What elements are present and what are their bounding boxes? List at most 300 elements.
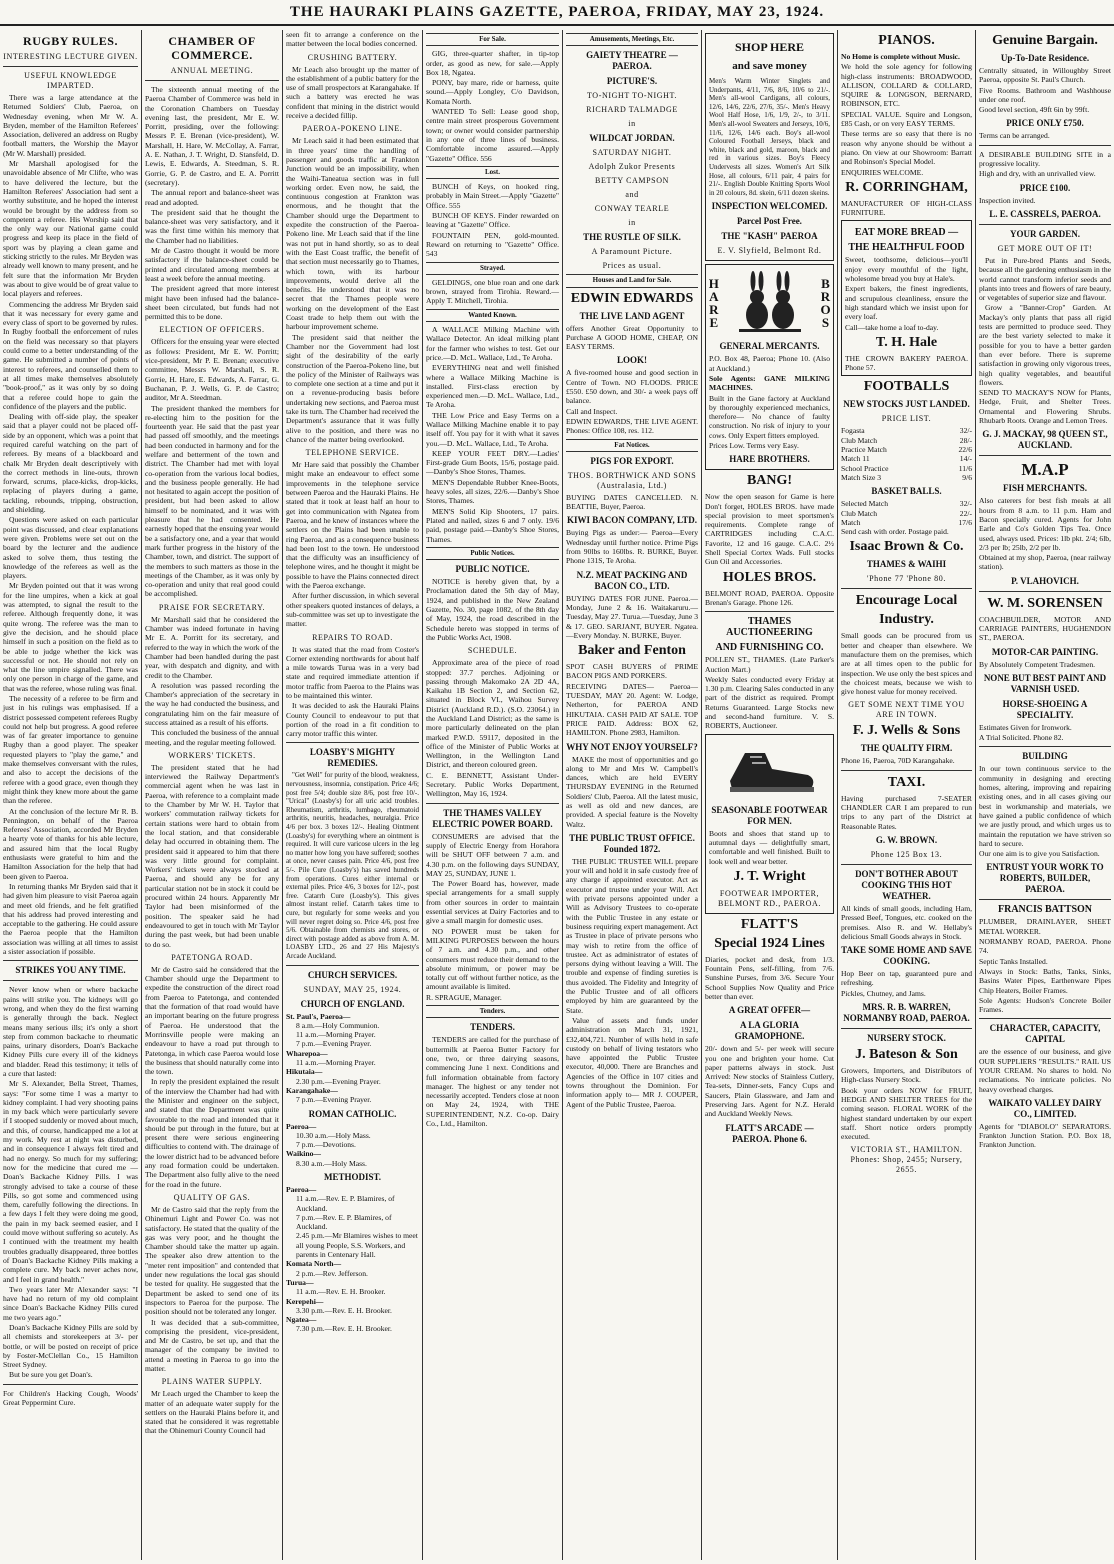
paragraph: Small goods can be procured from us better and cheaper than elsewhere. We manufacture them on the premises, which are at all times open to the public for inspection. We use only the best spices and the choicest meats, because we wish to give honest value for money received. <box>841 631 972 697</box>
advertiser-name: ENTRUST YOUR WORK TO ROBERTS, BUILDER, PAEROA. <box>986 862 1104 895</box>
caption: A Paramount Picture. <box>591 247 673 257</box>
service-line: 7 p.m.—Evening Prayer. <box>296 1095 372 1105</box>
section-heading: REPAIRS TO ROAD. <box>312 632 393 642</box>
advertiser-name: F. J. Wells & Sons <box>852 723 961 739</box>
paragraph: Send cash with order. Postage paid. <box>841 527 949 537</box>
article-title: CHAMBER OF COMMERCE. <box>168 34 256 62</box>
price-list-title: BASKET BALLS. <box>871 486 942 497</box>
advertiser-name: Baker and Fenton <box>578 643 686 659</box>
paragraph: Having purchased 7-SEATER CHANDLER CAR I am prepared to run trips to any part of the District at Reasonable Rates. <box>841 793 972 831</box>
advertiser-name: FLATT'S <box>740 916 799 932</box>
service-line: Wharepoa— <box>286 1048 328 1058</box>
paragraph: Doan's Backache Kidney Pills are sold by all chemists and storekeepers at 3/- per bottle, or will be posted on receipt of price by Foster-McClellan Co., 15 Hamilton Street Sydney. <box>3 1323 138 1370</box>
paragraph: It was decided to ask the Hauraki Plains County Council to endeavour to put that portion of the road in a fit condition to carry motor traffic this winter. <box>286 701 419 739</box>
paragraph: In our town continuous service to the community in designing and erecting homes, altering, improving and repairing existing ones, and in all cases giving our best in workmanship and materials, we have gained a public confidence of which we are justly proud, and which urges us to maintain the reputation we have striven so hard to secure. <box>979 764 1111 848</box>
paragraph: Now the open season for Game is here Don't forget, HOLES BROS. have made special provision to meet sportsmen's requirements. Complete range of CARTRIDGES including C.A.C. Favorite, 12 and 16 gauge. C.A.C. 2½ Shell Special Cortex Wads. Full stocks Gun Oil and Accessories. <box>705 492 834 567</box>
service-line: 3.30 p.m.—Rev. E. H. Brooker. <box>296 1305 392 1315</box>
section-bar: Lost. <box>426 166 559 179</box>
section-bar: Amusements, Meetings, Etc. <box>566 33 698 46</box>
section-heading: PLAINS WATER SUPPLY. <box>161 1377 263 1387</box>
section-bar: Wanted Known. <box>426 309 559 322</box>
paragraph: Obtained at my shop, Paeroa, (near railway station). <box>979 553 1111 572</box>
ad-title: PIGS FOR EXPORT. <box>590 455 674 466</box>
advertiser-name: J. Bateson & Son <box>855 1047 958 1063</box>
rabbits-illustration <box>735 267 805 337</box>
masthead: THE HAURAKI PLAINS GAZETTE, PAEROA, FRIDAY, MAY 23, 1924. <box>0 0 1114 26</box>
divider <box>426 803 559 804</box>
notice-title: PUBLIC NOTICE. <box>455 564 530 575</box>
paragraph: seen fit to arrange a conference on the matter between the local bodies concerned. <box>286 30 419 49</box>
price-value: 32/- <box>959 499 972 509</box>
paragraph: THE PUBLIC TRUSTEE WILL prepare your will and hold it in safe custody free of any charge if appointed executor. Act as executor and trustee under your Will. Act with private persons appointed under a Will as Advisory Trustees to co-operate with the Public Trustee in any estate or business requiring expert management. Act as Trustee in place of private persons who may wish to retire from the office of trustee. Act as administrator of estates of persons dying without leaving a Will. The trouble and expense of finding sureties is thus avoided. The Fidelity and Integrity of the Public Trustee and of all officers employed by him are guaranteed by the State. <box>566 856 698 1015</box>
paragraph: Mr Marshall apologised for the unavoidable absence of Mr Clifte, who was to have delivered the lecture, but the Hamilton Referees' Association had sent a worthy substitute, and he hoped the interest would be brought by the address from so competent a referee. His Worship said that the only way our National game could progress and keep its place in the field of sport was by playing a clean game and sticking strictly to the rules. Mr Bryden was already well known to many present, and he felt sure that the information Mr Bryden was about to give would be of great value to local players and referees. <box>3 159 138 299</box>
paragraph: Mr Marshall said that he considered the Chamber was indeed fortunate in having Mr E. A. Porritt for its secretary, and referred to the way in which the work of the Chamber had been handled during the past year, with despatch and dignity, and with credit to the Chamber. <box>145 614 279 680</box>
ad-subtitle: FISH MERCHANTS. <box>1002 483 1087 494</box>
ad-subtitle: NEW STOCKS JUST LANDED. <box>843 399 970 410</box>
paragraph: Mr S. Alexander, Bella Street, Thames, says: "For some time I was a martyr to kidney complaint. I had very shooting pains in my back which were particularly severe if I stooped suddenly or moved about much, and this, of course, handicapped me a lot at my work. My rest at night was disturbed, and in consequence I always felt tired and had no energy. So much for my suffering; now for the medicine that cured me — Doan's Backache Kidney Pills. I was strongly advised to take a course of these Pills, so got some and commenced using them, carefully following the directions. In a few days I felt they were doing me good, the pain in my back seemed easier, and I could move without suffering so acutely. As I continued with the treatment my health troubles gradually disappeared, three bottles of Doan's Backache Kidney Pills making a complete cure. My back never aches now, and I feel in grand health." <box>3 1079 138 1284</box>
advertiser-name: THAMES AUCTIONEERING <box>726 616 813 639</box>
column-6 <box>702 30 837 1560</box>
paragraph: The necessity of a referee to be firm and just in his rulings was emphasised. If a district possessed competent referees Rugby could not help but progress. A good referee was of far greater importance to genuine Rugby than a good player. The speaker requested players to "play the game," and make themselves conversant with the rules, and also to accept the decisions of the referee with a good grace, even though they might think they knew more about the game than the referee. <box>3 694 138 806</box>
film-star: CONWAY TEARLE <box>594 204 670 214</box>
advertiser-name: P. VLAHOVICH. <box>1011 575 1079 586</box>
paragraph: Septic Tanks Installed. <box>979 956 1048 966</box>
ad-title: NURSERY STOCK. <box>867 1033 946 1044</box>
ad-title: THE HEALTHFUL FOOD <box>848 242 965 254</box>
paragraph: Never know when or where backache pains will strike you. The kidneys will go wrong, and when they do the first warning is generally through the back. Neglect means many serious ills; it's only a short step from common backache to rheumatic pains, urinary disorders, Doan's Backache Kidney Pills cure every ill of the kidneys and bladder. Read this testimony; it tells of a cure that lasted: <box>3 985 138 1078</box>
price-row <box>841 454 972 463</box>
shop-address: E. V. Slyfield, Belmont Rd. <box>717 246 822 256</box>
section-bar: Fat Notices. <box>566 439 698 452</box>
paragraph: BELMONT ROAD, PAEROA. Opposite Brenan's Garage. Phone 126. <box>705 588 834 607</box>
paragraph: Mr Leach also brought up the matter of the establishment of a public battery for the use of small prospectors at Karangahake. If such a battery was erected he was confident that mining in the district would receive a decided fillip. <box>286 64 419 121</box>
paragraph: It was stated that the road from Coster's Corner extending northwards for about half a mile towards Turua was in a very bad state and required immediate attention if motor traffic from Paeroa to the Plains was to be maintained this winter. <box>286 644 419 700</box>
paragraph: TENDERS are called for the purchase of buttermilk at Paeroa Butter Factory for one, two, or three dairying seasons, commencing June 1 next. Conditions and full information obtainable from factory manager. The highest or any tender not necessarily accepted. Tenders close at noon on May 24, 1924, with THE SUPERINTENDENT, N.Z. Co-op. Dairy Co., Ltd., Hamilton. <box>426 1035 559 1128</box>
advertiser-name: G. W. BROWN. <box>875 834 938 845</box>
paragraph: Questions were asked on each particular point was discussed, and clear explanations were given. Problems were set out on the board by the lecturer and the audience asked to solve them, thus testing the knowledge of the referees as well as the players. <box>3 515 138 581</box>
film-star: BETTY CAMPSON <box>595 176 669 186</box>
callout: A LA GLORIA GRAMOPHONE. <box>734 1020 805 1042</box>
paragraph: The president agreed that more interest might have been infused had the balance-sheet been circulated, but funds had not permitted this to be done. <box>145 284 279 322</box>
paragraph: Mr Leach urged the Chamber to keep the matter of an adequate water supply for the settlers on the Hauraki Plains before it, and stated that he considered it was regrettable that the Ohinemuri County Council had <box>145 1389 279 1436</box>
service-line: 7 p.m.—Rev. E. P. Blamires, of Auckland. <box>296 1212 392 1232</box>
paragraph: These terms are so easy that there is no reason why anyone should be without a piano. On view at our Showroom: Barratt and Robinson's Special Model. <box>841 129 972 167</box>
ad-title: and save money <box>732 60 807 72</box>
article-subtitle: ANNUAL MEETING. <box>170 66 254 75</box>
service-list <box>286 1122 419 1168</box>
price-row <box>841 436 972 445</box>
paragraph: Also caterers for best fish meals at all hours from 8 a.m. to 11 p.m. Ham and Bacon specially cured. Agents for John Earle and Co's Golden Tips Tea. Once used, always used. Prices: 1lb pkt. 2/4; 6lb, 2/3 per lb; 25lb, 2/2 per lb. <box>979 496 1111 552</box>
paragraph: Mr de Castro said he considered that the Chamber should urge the Department to expedite the construction of the direct road from Paeroa to Patetonga, and contended that the formation of that road would have an important bearing on the future progress of Paeroa. He understood that the Morrinsville people were making an endeavour to have a road put through to Patetonga, in which case Paeroa would lose the business that should naturally come into the town. <box>145 964 279 1077</box>
price-value: 11/6 <box>958 463 972 473</box>
paragraph: The president said that he thought the balance-sheet was very satisfactory, and it was the first time within his memory that the Chamber had no liabilities. <box>145 207 279 245</box>
section-heading: PATETONGA ROAD. <box>171 952 253 962</box>
hare-logo-right: BROS <box>818 276 833 329</box>
ad-title: PIANOS. <box>878 33 935 48</box>
advertiser-address: FLATT'S ARCADE — PAEROA. Phone 6. <box>725 1122 814 1144</box>
paragraph: Expert bakers, the finest ingredients, and scrupulous cleanliness, ensure the high standard which we insist upon for every loaf. <box>845 284 968 322</box>
paragraph: The annual report and balance-sheet was read and adopted. <box>145 188 279 207</box>
advertiser-name: T. H. Hale <box>875 334 938 350</box>
paragraph: Mr Leach said it had been estimated that in three years' time the handling of passenger and goods traffic at Frankton Junction would be an impossibility, when the Waihi-Taneatua section was in full working order. Even now, he said, the continuous congestion at Frankton was enormous, and he thought that the Chamber should urge the Department to expedite the construction of the Paeroa-Pokeno line. Mr Leach said that if the line was not put in hand shortly, so as to deal with the East Coast traffic, the benefit of that section must necessarily go to Thames, which town, with its harbour improvements, would derive all the benefits. He understood that it was no secret that the Thames people were working on the development of the East Coast trade to help them out with the harbour improvement scheme. <box>286 136 419 332</box>
denomination-heading: CHURCH OF ENGLAND. <box>300 998 405 1009</box>
caption: Prices as usual. <box>602 261 662 271</box>
ad-title: BANG! <box>746 473 793 489</box>
ad-title: LOASBY'S MIGHTY REMEDIES. <box>309 747 396 769</box>
ad-title: SHOP HERE <box>734 40 805 54</box>
paragraph: Mr Hare said that possibly the Chamber might make an endeavour to effect some improvements in the telephone service between Paeroa and the Hauraki Plains. He stated that it took at least half an hour to get into communication with Ngatea from Paeroa, and he knew of instances where the settlers on the Plains had been unable to ring Paeroa, and as a consequence business had been lost to the town. He understood that the difficulty was an insufficiency of telephone wires, and he thought it might be possible to have the Plains connected direct with the Paeroa exchange. <box>286 460 419 591</box>
hare-logo-left: HARE <box>706 276 722 329</box>
advertiser-name: W. M. SORENSEN <box>987 595 1103 611</box>
paragraph: Sole Agents: Hudson's Concrete Boiler Frames. <box>979 995 1111 1015</box>
paragraph: Good level section, 49ft 6in by 99ft. <box>979 105 1090 115</box>
paragraph: The president thanked the members for re-electing him to the position for the fourteenth year. He said that the past year had passed off smoothly, and the meetings had been conducted in harmony and for the welfare and betterment of the town and district. The Chamber had met with loyal co-operation from the various local bodies, and the business people generally. He had not hesitated to again accept the position of president, but had been asked to allow himself to be nominated, and it was with pleasure that he had consented. He earnestly hoped that the ensuing year would be a satisfactory one, and a year that would mark further progress in the history of the Chamber, town, and district. The support of the members to such matters as those in the meetings of the Chamber, as it was only by co-operation and unity that real good could be accomplished. <box>145 403 279 599</box>
shop-name: THE "KASH" PAEROA <box>721 231 818 242</box>
paragraph: EDWIN EDWARDS, THE LIVE AGENT. Phones: Office 108, res. 112. <box>566 416 698 436</box>
ad-title: DON'T BOTHER ABOUT COOKING THIS HOT WEATHER. <box>855 868 958 901</box>
price-value: 9/6 <box>962 472 972 482</box>
film-title: THE RUSTLE OF SILK. <box>583 232 681 243</box>
bakery-ad <box>841 220 972 376</box>
price-value: 32/- <box>959 426 972 436</box>
column-7 <box>838 30 975 1560</box>
classified-ad: EVERYTHING neat and well finished where a Wallace Milking Machine is installed. First-class erection by experienced men.—D. McL. Wallace, Ltd., Te Aroha. <box>426 363 559 410</box>
column-8 <box>976 30 1114 1560</box>
section-bar: Houses and Land for Sale. <box>566 274 698 287</box>
section-heading: WORKERS' TICKETS. <box>168 750 256 760</box>
classified-ad: KEEP YOUR FEET DRY.—Ladies' First-grade Gum Boots, 15/6, postage paid.—Danby's Shoe Stores, Thames. <box>426 448 559 477</box>
paragraph: BUYING DATES FOR JUNE. Paeroa.—Monday, June 2 & 16. Waitakaruru.—Tuesday, May 27. Turua.—Tuesday, June 3 & 17. GEO. SARJANT, BUYER. Ngatea.—Every Monday. N. BURKE, Buyer. <box>566 593 698 640</box>
paragraph: PLUMBER, DRAINLAYER, SHEET METAL WORKER. <box>979 917 1111 936</box>
paragraph: 20/- down and 5/- per week will secure you one and brighten your home. Cut paper patterns always in stock. Just Arrived: New stocks of Stainless Cutlery, Tea-sets, Dinner-sets, Fancy Cups and Saucers, Plain Glassware, and Jam and Preserving Jars. Agent for N.Z. Herald and Auckland Weekly News. <box>705 1044 834 1119</box>
paragraph: THE CROWN BAKERY PAEROA. Phone 57. <box>845 353 968 373</box>
advertiser-name: Isaac Brown & Co. <box>849 539 964 555</box>
paragraph: Boots and shoes that stand up to autumnal days — delightfully smart, comfortable and well finished. Built to look well and wear better. <box>709 828 830 866</box>
divider <box>979 224 1111 225</box>
paragraph: The Power Board has, however, made special arrangements for a small supply from other sources in order to maintain essential services at Dairy Factories and to give a small margin for domestic uses. <box>426 879 559 926</box>
divider <box>3 66 138 67</box>
paragraph: Commencing the address Mr Bryden said that it was necessary for every game and every class of sport to be governed by rules. In Rugby football the enforcement of rules on the field was necessary so that players could come to a better understanding of the game. He submitted a number of points of interest to referees, and counselled them to at all times make themselves absolutely "book-proof," as it was only by so doing that a referee could hope to gain the confidence of the players and the public. <box>3 299 138 411</box>
ad-title: KIWI BACON COMPANY, LTD. <box>567 515 697 526</box>
callout: NONE BUT BEST PAINT AND VARNISH USED. <box>983 672 1107 694</box>
paragraph: But be sure you get Doan's. <box>9 1370 93 1380</box>
paragraph: A five-roomed house and good section in Centre of Town. NO FLOODS. PRICE £550. £50 down, and 30/- a week pays off balance. <box>566 368 698 406</box>
paragraph: We hold the sole agency for following high-class instruments: BROADWOOD, ALLISON, COLLARD & COLLARD, SQUIRE & LONGSON, BERNARD, ROBINSON, ETC. <box>841 62 972 109</box>
paragraph: NORMANBY ROAD, PAEROA. Phone 74. <box>979 937 1111 956</box>
divider <box>705 611 834 612</box>
ad-title: Industry. <box>879 612 934 628</box>
classified-ad: MEN'S Solid Kip Shooters, 17 pairs. Plated and nailed, sizes 6 and 7 only. 19/6 paid, postage paid.—Danby's Shoe Stores, Thames. <box>426 506 559 544</box>
paragraph: Our one aim is to give you Satisfaction. <box>979 849 1100 859</box>
paragraph: A DESIRABLE BUILDING SITE in a progressive locality. <box>979 149 1111 169</box>
price-item: Club Match <box>841 435 878 445</box>
service-line: 2.30 p.m.—Evening Prayer. <box>296 1076 381 1086</box>
divider <box>841 1028 972 1029</box>
divider <box>841 864 972 865</box>
divider <box>979 145 1111 146</box>
hare-logo <box>706 267 833 337</box>
price-value: 17/6 <box>958 517 972 527</box>
price-list <box>841 499 972 527</box>
showtime: SATURDAY NIGHT. <box>592 148 672 158</box>
divider <box>841 770 972 771</box>
service-line: Turua— <box>286 1277 314 1287</box>
hare-bros-ad <box>705 264 834 470</box>
paragraph: Always in Stock: Baths, Tanks, Sinks, Basins Water Pipes, Earthenware Pipes Chip Heaters, Boiler Frames. <box>979 966 1111 995</box>
ad-title: Special 1924 Lines <box>714 935 825 951</box>
service-line: 7 p.m.—Devotions. <box>296 1140 356 1150</box>
paragraph: It was decided that a sub-committee, comprising the president, vice-president, and Mr de Castro, be set up, and that the manager of the company be invited to attend a meeting in Paeroa to go into the matter. <box>145 1317 279 1373</box>
advertiser-address: FOOTWEAR IMPORTER, BELMONT RD., PAEROA. <box>718 888 821 908</box>
column-5 <box>563 30 701 1560</box>
classified-ad: MEN'S Dependable Rubber Knee-Boots, heavy soles, all sizes, 22/6.—Danby's Shoe Stores, Thames. <box>426 477 559 506</box>
church-date: SUNDAY, MAY 25, 1924. <box>303 984 402 994</box>
service-line: 7 p.m.—Evening Prayer. <box>296 1039 372 1049</box>
article-subtitle: USEFUL KNOWLEDGE IMPARTED. <box>24 71 117 90</box>
classified-ad: WANTED To Sell: Lease good shop, centre main street prosperous Government town; or owner would consider partnership in any one of three lines of business. Comfortable income assured.—Apply "Gazette" Office. 556 <box>426 107 559 163</box>
advertiser-phone: 'Phone 77 'Phone 80. <box>867 574 946 584</box>
paragraph: High and dry, with an unrivalled view. <box>979 169 1096 179</box>
paragraph: Prices Low. Terms very Easy. <box>709 440 799 450</box>
paragraph: Built in the Gane factory at Auckland by thoroughly experienced mechanics, therefore— No chance of faulty construction. No risk of injury to your cows. Only Expert fitters employed. <box>709 393 830 440</box>
film-star: RICHARD TALMADGE <box>586 105 678 115</box>
section-heading: PRAISE FOR SECRETARY. <box>158 602 266 612</box>
paragraph: Centrally situated, in Willoughby Street Paeroa, opposite St. Paul's Church. <box>979 66 1111 85</box>
ad-title: N.Z. MEAT PACKING AND BACON CO., LTD. <box>576 569 688 591</box>
paragraph: SEND TO MACKAY'S NOW for Plants, Hedge, Fruit, and Shelter Trees. Ornamental and Flowering Shrubs. Rhubarb Roots. Orange and Lemon Trees. <box>979 388 1111 426</box>
paragraph: For Children's Hacking Cough, Woods' Great Peppermint Cure. <box>3 1388 138 1408</box>
paragraph: In reply the president explained the result of the interview the Chamber had had with the Minister and engineer on the subject, and stated that the Department was quite favourable to the road and intended that it should be put through in the future, but at present there were serious engineering difficulties to contend with. The drainage of the lower district had to be advanced before any road formation could be undertaken. The Department also fully alive to the need for the road in the future. <box>145 1077 279 1189</box>
paragraph: Sweet, toothsome, delicious—you'll enjoy every mouthful of the light, wholesome bread you buy at Hale's. <box>845 255 968 284</box>
service-line: Kerepehi— <box>286 1296 324 1306</box>
divider <box>979 1018 1111 1019</box>
price-row <box>841 509 972 518</box>
paragraph: There was a large attendance at the Returned Soldiers' Club, Paeroa, on Wednesday evening, when Mr W. A. Bryden, member of the Hamilton Referees' Association, delivered an address on Rugby football matters, the Worship the Mayor (Mr W. Marshall) presided. <box>3 93 138 158</box>
section-heading: CRUSHING BATTERY. <box>307 52 398 62</box>
paragraph: Put in Pure-bred Plants and Seeds, because all the gardening enthusiasm in the world cannot transform inferior seeds and plants into trees and flowers of rare beauty, or vegetables of superior size and flavour. <box>979 255 1112 303</box>
paragraph: CONSUMERS are advised that the supply of Electric Energy from Horahora will be SHUT OFF between 7 a.m. and 4.30 p.m. on the following days SUNDAY, MAY 25, SUNDAY, JUNE 1. <box>426 831 559 878</box>
paragraph: Buying Pigs as under:— Paeroa—Every Wednesday until further notice. Prime Pigs from 90lbs to 160lbs. R. BURKE, Buyer. Phone 131S, Te Aroha. <box>566 528 698 566</box>
paragraph: ENQUIRIES WELCOME. <box>841 167 924 177</box>
notice-title: TENDERS. <box>470 1022 515 1033</box>
presenter: Adolph Zukor Presents <box>588 162 676 172</box>
paragraph: Growers, Importers, and Distributors of High-class Nursery Stock. <box>841 1066 972 1085</box>
price-item: School Practice <box>841 463 889 473</box>
section-bar: Public Notices. <box>426 547 559 560</box>
article-subtitle: INTERESTING LECTURE GIVEN. <box>3 52 138 61</box>
price-item: Match Size 3 <box>841 472 882 482</box>
paragraph: A Trial Solicited. Phone 82. <box>979 733 1064 743</box>
ad-subtitle: GET MORE OUT OF IT! <box>997 243 1093 253</box>
film-title: WILDCAT JORDAN. <box>589 133 675 144</box>
price-list <box>841 426 972 482</box>
paragraph: Agents for "DIABOLO" SEPARATORS. Frankton Junction Station. P.O. Box 18, Frankton Junction. <box>979 1121 1111 1150</box>
paragraph: After further discussion, in which several other speakers quoted instances of delays, a sub-committee was set up to investigate the matter. <box>286 591 419 629</box>
classified-ad: BUNCH of Keys, on hooked ring, probably in Main Street.—Apply "Gazette" Office. 555 <box>426 182 559 210</box>
advertiser-name: WAIKATO VALLEY DAIRY CO., LIMITED. <box>988 1097 1102 1119</box>
ad-title: FOOTBALLS <box>863 379 950 395</box>
price-row <box>841 426 972 435</box>
price-item: Match <box>841 517 861 527</box>
shop-here-ad <box>705 33 834 261</box>
paragraph: P.O. Box 48, Paeroa; Phone 10. (Also at Auckland.) <box>709 354 830 373</box>
paragraph: Estimates Given for Ironwork. <box>979 722 1072 732</box>
footwear-ad <box>705 734 834 914</box>
advertiser-tagline: THE QUALITY FIRM. <box>860 743 953 754</box>
section-bar: Strayed. <box>426 262 559 275</box>
paragraph: Officers for the ensuing year were elected as follows: President, Mr E. W. Porritt; vice-president, Mr P. E. Brenan; executive committee, Messrs W. Marshall, S. R. Gorrie, H. Hare, E. Edwards, A. Farrar, G. Buchanan, P. J. Wells, G. P. de Castro; auditor, Mr A. Steedman. <box>145 337 279 403</box>
service-line: 2 p.m.—Rev. Jefferson. <box>296 1268 368 1278</box>
theatre-name: GAIETY THEATRE — PAEROA. <box>586 50 678 72</box>
paragraph: The president stated that he had interviewed the Railway Department's commercial agent when he was last in Paeroa, with reference to a complaint made to the Chamber by Mr W. H. Taylor that workers' commutation railway tickets for certain stations were hard to obtain from the local station, and that considerable delay had occurred in obtaining them. The president said it appeared to him that there was very little ground for complaint. Workers' tickets were always stocked at Paeroa, and should any be for any particular station not be in stock it could be procured within 24 hours. Apparently Mr Taylor had been misinformed of the position. The speaker said he had endeavoured to get in touch with Mr Taylor during the past week, but had been unable to do so. <box>145 762 279 949</box>
showtime: TO-NIGHT TO-NIGHT. <box>586 91 678 101</box>
classified-ad: THE Low Price and Easy Terms on a Wallace Milking Machine enable it to pay itself off. You pay for it with what it saves you.—D. McL. Wallace, Ltd., Te Aroha. <box>426 410 559 448</box>
notice-title: THE THAMES VALLEY ELECTRIC POWER BOARD. <box>432 807 553 829</box>
section-heading: TELEPHONE SERVICE. <box>305 448 400 458</box>
paragraph: COACHBUILDER, MOTOR AND CARRIAGE PAINTERS, HUGHENDON ST., PAEROA. <box>979 614 1111 643</box>
section-heading: ELECTION OF OFFICERS. <box>159 325 265 335</box>
callout: A GREAT OFFER— <box>728 1005 811 1016</box>
ad-subtitle: Up-To-Date Residence. <box>1000 53 1090 63</box>
divider <box>286 965 419 966</box>
ad-title: THE PUBLIC TRUST OFFICE. Founded 1872. <box>569 832 695 854</box>
paragraph: R. SPRAGUE, Manager. <box>426 992 502 1002</box>
advertiser-name: FRANCIS BATTSON <box>998 904 1092 916</box>
column-2 <box>142 30 282 1560</box>
paragraph: SPECIAL VALUE. Squire and Longson, £85 Cash, or on very EASY TERMS. <box>841 109 972 129</box>
paragraph: C. E. BENNETT, Assistant Under-Secretary. Public Works Department, Wellington, May 16, 1924. <box>426 770 559 799</box>
paragraph: Call and Inspect. <box>566 406 618 416</box>
service-line: Karangahake— <box>286 1085 338 1095</box>
section-heading: PAEROA-POKENO LINE. <box>302 124 403 134</box>
paragraph: SPOT CASH BUYERS of PRIME BACON PIGS AND PORKERS. <box>566 662 698 681</box>
classified-ad: A WALLACE Milking Machine with Wallace Detector. An ideal milking plant for the farmer who wishes to test. Get our price.—D. McL. Wallace, Ltd., Te Aroha. <box>426 325 559 362</box>
service-line: 11 a.m.—Rev. E. P. Blamires, of Auckland. <box>296 1194 395 1213</box>
advertiser-name: G. J. MACKAY, 98 QUEEN ST., AUCKLAND. <box>982 429 1108 451</box>
paragraph: Mr de Castro said that the reply from the Ohinemuri Light and Power Co. was not satisfactory. He stated that the quality of the gas was very poor, and he thought the Chamber should take the matter up again. The speaker also drew attention to the "meter rent imposition" and contended that under new regulations the local gas should be tested for quality. He suggested that the Department be asked to send one of its inspectors to Paeroa for the purpose. The position should not be tolerated any longer. <box>145 1204 279 1317</box>
service-list <box>286 1185 419 1334</box>
service-line: 7.30 p.m.—Rev. E. H. Brooker. <box>296 1324 392 1334</box>
paragraph: Value of assets and funds under administration on March 31, 1921, £32,404,721. Number of wills held in safe custody on behalf of living testators who have appointed the Public Trustee executor, 40,000. There are Branches and Agencies of the Office in 107 cities and towns throughout the Dominion. For information apply to— MR J. COUPER, Agent of the Public Trustee, Paeroa. <box>566 1015 698 1109</box>
paragraph: offers Another Great Opportunity to Purchase A GOOD HOME, CHEAP, ON EASY TERMS. <box>566 323 698 352</box>
ad-title: YOUR GARDEN. <box>1009 228 1080 239</box>
paragraph: Five Rooms. Bathroom and Washhouse under one roof. <box>979 85 1111 104</box>
paragraph: Mr de Castro thought it would be more satisfactory if the balance-sheet could be printed and circulated among members at least a week before the annual meeting. <box>145 246 279 283</box>
paragraph: MANUFACTURER OF HIGH-CLASS FURNITURE. <box>841 198 972 218</box>
denomination-heading: ROMAN CATHOLIC. <box>308 1108 397 1119</box>
callout: Parcel Post Free. <box>737 216 802 227</box>
price-row <box>841 473 972 482</box>
connector: in <box>628 218 636 228</box>
advertiser-name: R. CORRINGHAM, <box>845 179 968 195</box>
price-row <box>841 445 972 454</box>
advertiser-address: VICTORIA ST., HAMILTON. Phones: Shop, 2455; Nursery, 2655. <box>850 1145 963 1175</box>
ad-title: WHY NOT ENJOY YOURSELF? <box>566 741 698 752</box>
service-line: St. Paul's, Paeroa— <box>286 1011 351 1021</box>
section-bar: Tenders. <box>426 1005 559 1018</box>
advertiser-tagline: THE LIVE LAND AGENT <box>579 310 685 321</box>
advertiser-name: L. E. CASSRELS, PAEROA. <box>989 208 1101 219</box>
classified-ad: BUNCH OF KEYS. Finder rewarded on leaving at "Gazette" Office. <box>426 211 559 230</box>
callout: INSPECTION WELCOMED. <box>711 201 828 212</box>
paragraph: In returning thanks Mr Bryden said that it had given him pleasure to visit Paeroa again and meet old friends, and he felt gratified that his address had proved interesting and acceptable to the gathering. He could assure the Paeroa people that the Hamilton association was willing at all times to assist a sister association if possible. <box>3 881 138 957</box>
column-4 <box>423 30 562 1560</box>
ad-title: STRIKES YOU ANY TIME. <box>15 965 126 976</box>
price-value: 14/- <box>959 454 972 464</box>
service-line: 11 a.m.—Morning Prayer. <box>296 1030 376 1040</box>
price: PRICE £100. <box>1019 182 1071 193</box>
service-line: 11 a.m.—Rev. E. H. Brooker. <box>296 1287 386 1297</box>
price-list-title: PRICE LIST. <box>881 414 932 424</box>
section-heading: QUALITY OF GAS. <box>173 1192 251 1202</box>
price-row <box>841 518 972 527</box>
ad-title: Genuine Bargain. <box>992 33 1098 48</box>
classified-ad: GELDINGS, one blue roan and one dark brown, strayed from Tirohia. Reward.—Apply T. Mitchell, Tirohia. <box>426 277 559 306</box>
callout: LOOK! <box>616 355 647 366</box>
price-item: Club Match <box>841 508 878 518</box>
paragraph: Weekly Sales conducted every Friday at 1.30 p.m. Clearing Sales conducted in any part of the district as required. Prompt Returns Guaranteed. Large Stocks new and second-hand furniture. V. S. ROBERTS, Auctioneer. <box>705 674 834 731</box>
shoe-illustration <box>720 741 820 801</box>
callout: MOTOR-CAR PAINTING. <box>991 646 1099 657</box>
advertiser-name: J. T. Wright <box>733 868 806 884</box>
divider <box>286 742 419 743</box>
paragraph: Sole Agents: GANE MILKING MACHINES. <box>709 373 830 393</box>
notice-subtitle: SCHEDULE. <box>467 646 518 656</box>
price-item: Fogasta <box>841 426 865 436</box>
classified-ad: PONY, bay mare, ride or harness, quite sound.—Apply Longley, C/o Davidson, Komata North. <box>426 78 559 106</box>
paragraph: NO POWER must be taken for MILKING PURPOSES between the hours of 7 a.m. and 4.30 p.m., and other consumers must reduce their demand to the absolute minimum, or power may be totally cut off without further notice, as the amount available is limited. <box>426 926 559 992</box>
service-line: Komata North— <box>286 1259 342 1269</box>
ad-subtitle: GENERAL MERCANTS. <box>719 341 820 352</box>
paragraph: Phone 16, Paeroa, 70D Karangahake. <box>841 756 955 766</box>
divider <box>3 1384 138 1385</box>
ad-title: Encourage Local <box>855 593 958 609</box>
service-line: Hikutaia— <box>286 1067 323 1077</box>
headline: PICTURE'S. <box>606 76 658 87</box>
advertiser-name: EDWIN EDWARDS <box>570 290 694 306</box>
paragraph: "Get Well" for purity of the blood, weakness, nervousness, insomnia, constipation. Price 4/6; post free 5/4; double size 8/6, post free 10/-. "Urical" (Loasby's) for all uric acid troubles. Rheumatism, arthritis, lumbago, rheumatoid arthritis, neuritis, headaches, neuralgia. Price 4/6 per box. 3 boxes 12/-. Healing Ointment (Loasby's) for everything where an ointment is required. It will cure varicose ulcers in the leg no matter how long you have suffered; soothes at once, never causes pain. Price 4/6, post free 5/-. Pile Cure (Loasby's) has saved hundreds from operations. Cures either internal or external piles. Price 4/6, 3 boxes for 12/-, post free. Catarrh Cure (Loasby's). This gives almost instant relief. Catarrh takes time to cure, but regularly for some weeks and you will never regret doing so. Price 4/6, post free 5/6. Obtainable from chemists and stores, or direct with postage added as above from A. M. LOASBY LTD., 26 and 27 His Majesty's Arcade Auckland. <box>286 771 419 960</box>
price-row <box>841 499 972 508</box>
price-value: 22/- <box>959 508 972 518</box>
column-3 <box>283 30 422 1560</box>
paragraph: Terms can be arranged. <box>979 131 1050 141</box>
paragraph: Book your orders NOW for FRUIT, HEDGE AND SHELTER TREES for the coming season. FLORAL WORK of the highest standard undertaken by our expert staff. Short notice orders promptly executed. <box>841 1085 972 1142</box>
ad-title: EAT MORE BREAD — <box>854 227 959 239</box>
article-title: RUGBY RULES. <box>23 34 118 48</box>
connector: and <box>625 190 639 200</box>
paragraph: Grow a "Banner-Crop" Garden. At Mackay's only plants that pass all rigid tests are permitted to produce seed. They are the best variety selected to make it possible for you to have a better garden than ever before. There is supreme satisfaction in growing only vigorous trees, high quality vegetables, and beautiful flowers. <box>979 303 1111 387</box>
ad-title: CHARACTER, CAPACITY, CAPITAL <box>989 1023 1101 1045</box>
ad-title: TAXI. <box>887 774 926 790</box>
divider <box>3 960 138 961</box>
paragraph: Call—take home a loaf to-day. <box>845 322 939 332</box>
ad-title: BUILDING <box>1022 751 1068 762</box>
advertiser-name: M.A.P <box>1021 460 1069 480</box>
paragraph: Men's Warm Winter Singlets and Underpants, 4/11, 7/6, 8/6, 10/6 to 21/-. Men's all-wool Cardigans, all colours, 12/6, 14/6, 22/6, 27/6, 35/-. Men's Heavy Wool Half Hose, 1/6, 1/9, 2/-, to 3/11. Men's all-wool Sweaters and Jerseys, 10/6, 11/6, 12/6, 14/6 each. Boy's all-wool Coloured Football Jerseys, black and white, black and gold, maroon, black and red in various sizes. Boy's Fleecy Undervests all sizes. Women's Art Silk Hose, all colours, 6/11 pair, 4 pairs for 21/-. English Double Knitting Sports Wool in 20 colours, 8d. skein, 6/11 dozen skeins. <box>709 77 830 197</box>
denomination-heading: METHODIST. <box>323 1172 382 1182</box>
paragraph: RECEIVING DATES— Paeroa— TUESDAY, MAY 20. Agent: W. Lodge, Netherton, for PAEROA AND HIKUTAIA. CASH PAID AT SALE. TOP PRICE PAID. Address: BOX 62, HAMILTON. Phone 2983, Hamilton. <box>566 681 698 738</box>
service-line: 8.30 a.m.—Holy Mass. <box>296 1158 367 1168</box>
callout: TAKE SOME HOME AND SAVE COOKING. <box>841 945 972 967</box>
advertiser-name: HARE BROTHERS. <box>729 454 810 465</box>
price-item: Match 11 <box>841 454 870 464</box>
price: PRICE ONLY £750. <box>1006 118 1084 129</box>
ad-title: SEASONABLE FOOTWEAR FOR MEN. <box>711 804 828 826</box>
paragraph: Hop Beer on tap, guaranteed pure and refreshing. <box>841 969 972 988</box>
paragraph: Diaries, pocket and desk, from 1/3. Fountain Pens, self-filling, from 7/6. Sunshine Purses, from 3/6. Secure Your School Supplies Now Quality and Price better than ever. <box>705 954 834 1001</box>
divider <box>979 746 1111 747</box>
connector: in <box>628 119 636 129</box>
